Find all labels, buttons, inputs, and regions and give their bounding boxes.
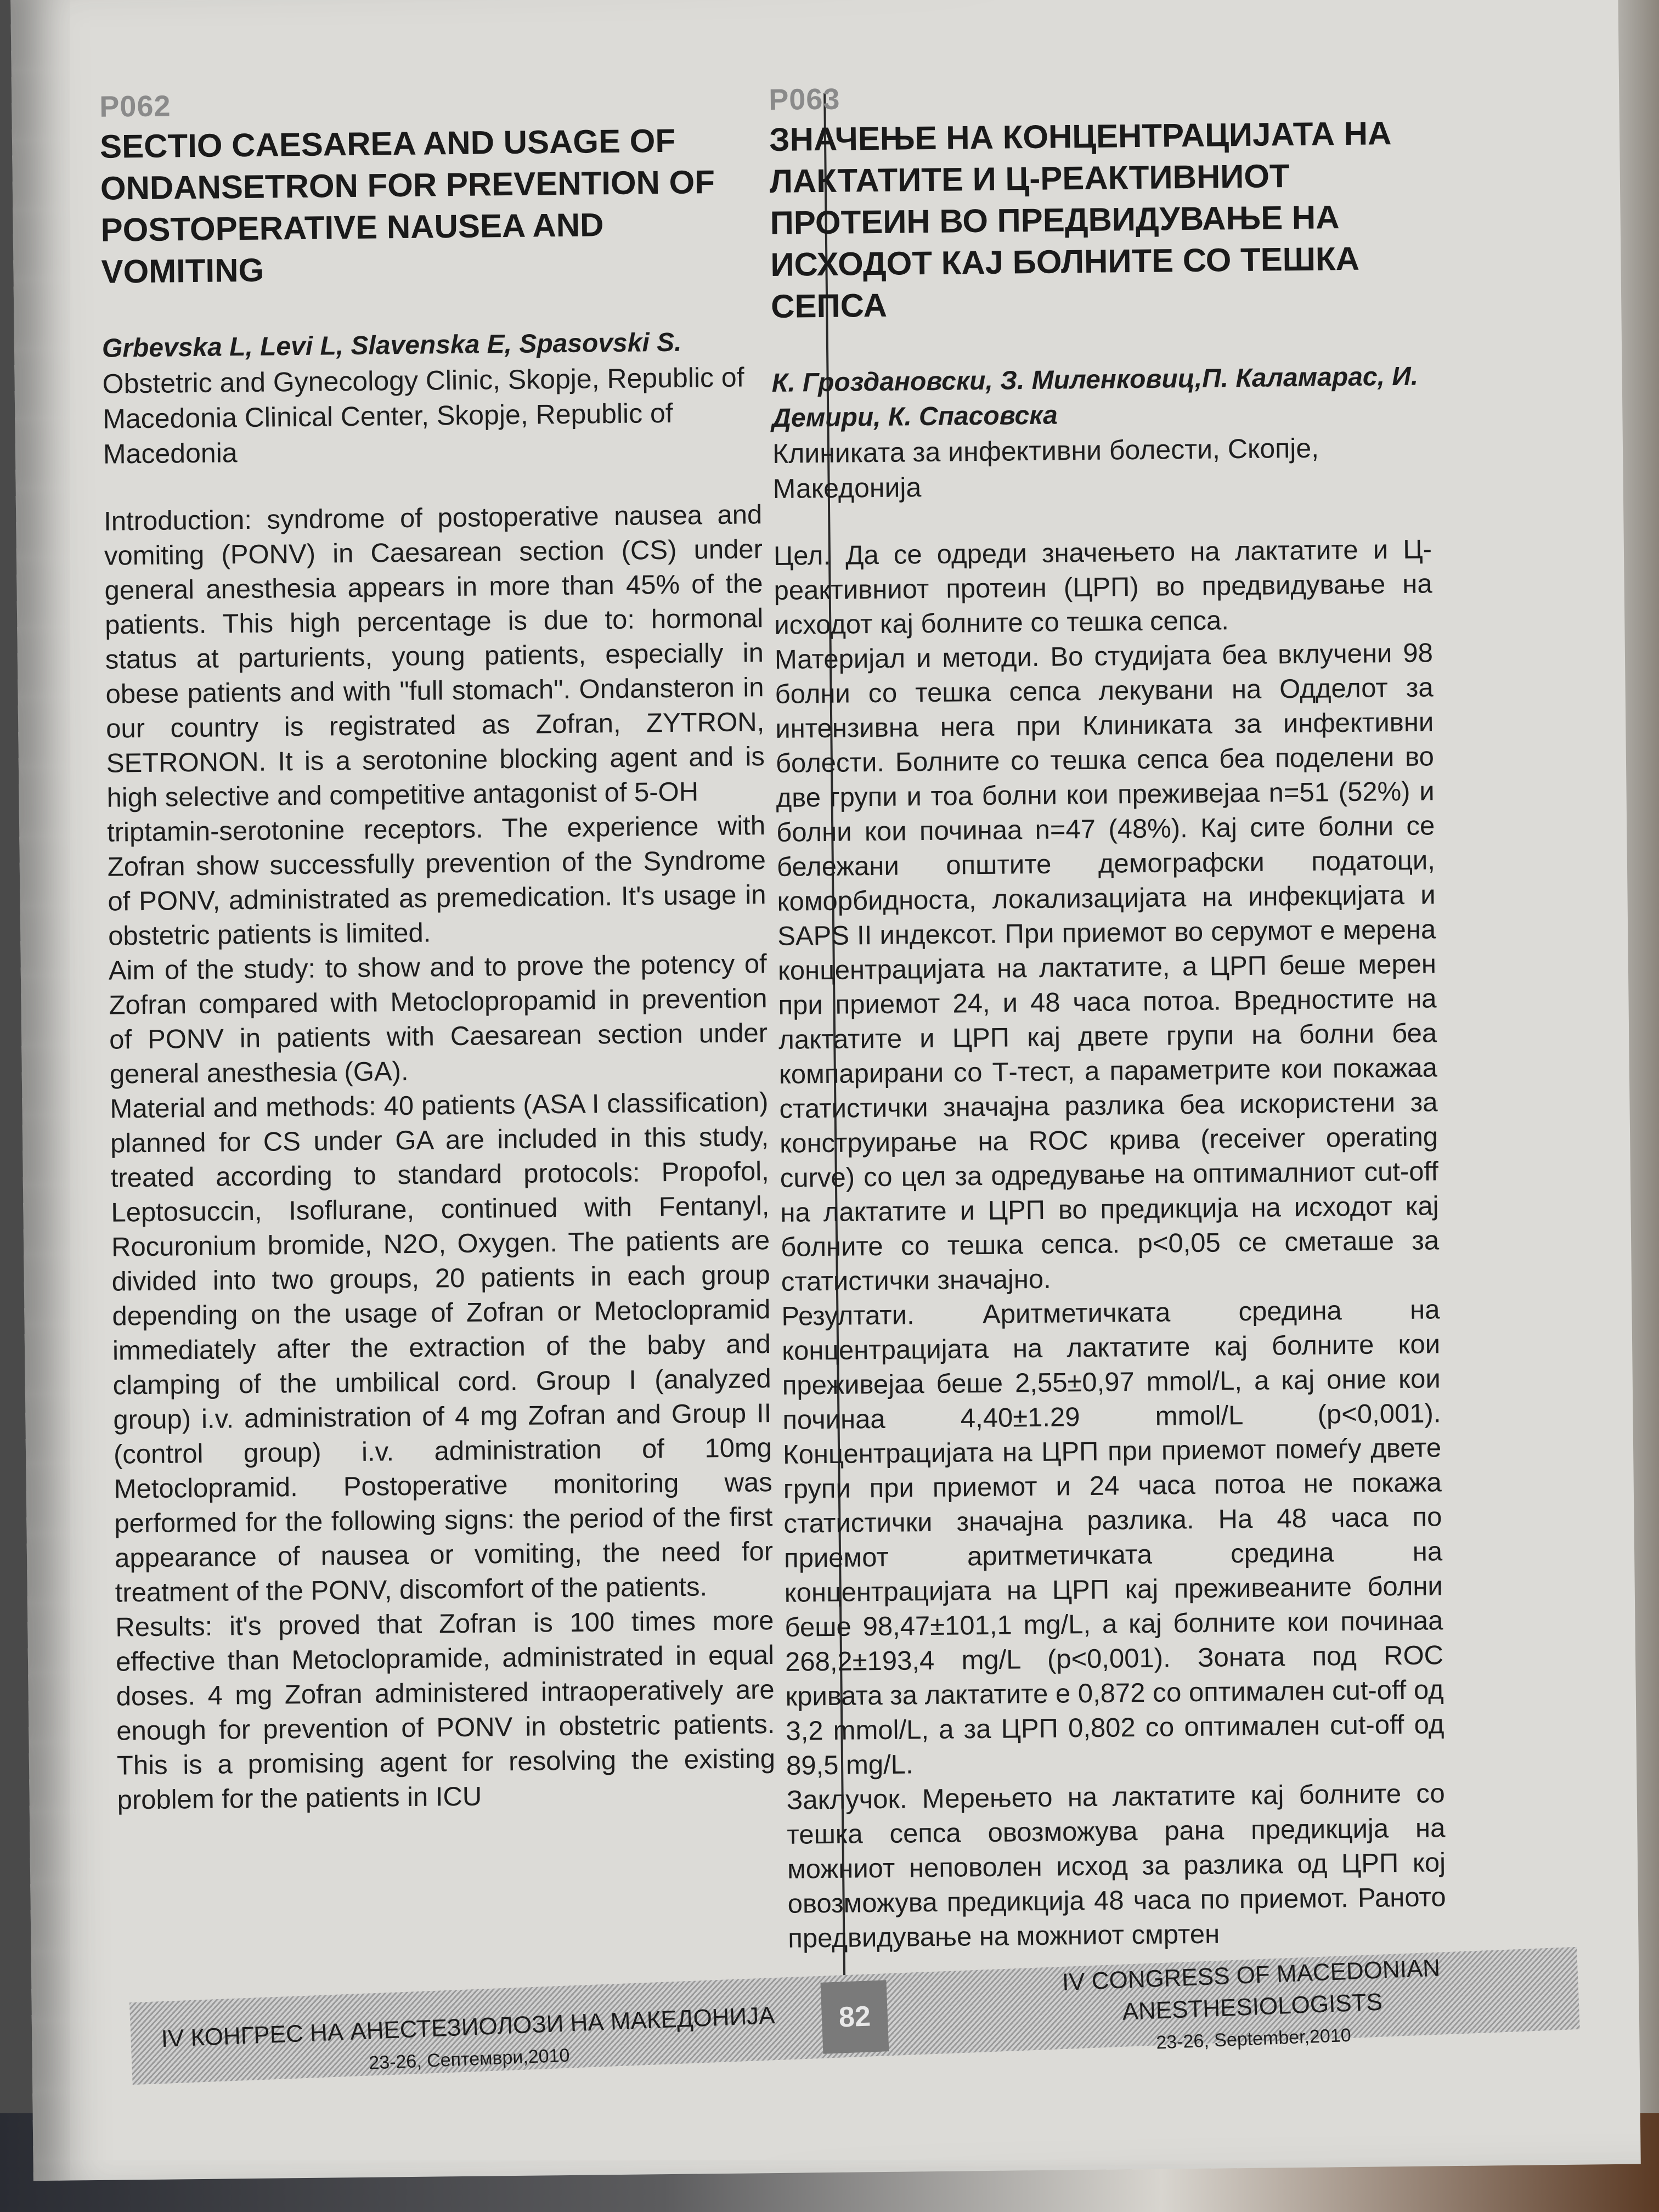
abstract-title: ЗНАЧЕЊЕ НА КОНЦЕНТРАЦИЈАТА НА ЛАКТАТИТЕ И Ц-РЕАКТИВНИОТ ПРОТЕИН ВО ПРЕДВИДУВАЊЕ НА ИСХОДОТ КАЈ БОЛНИТЕ СО ТЕШКА СЕПСА (769, 115, 1392, 325)
abstract-p063 (769, 76, 1447, 1956)
paragraph-results: Резултати. Аритметичката средина на концентрацијата на лактатите кај болните кои преживејаа беше 2,55±0,97 mmol/L, а кај оние кои починаа 4,40±1.29 mmol/L (p<0,001). Концентрацијата на ЦРП при приемот помеѓу двете групи при приемот и 24 часа потоа не покажа статистички значајна разлика. На 48 часа по приемот аритметичката средина на концентрацијата на ЦРП кај преживеаните болни беше 98,47±101,1 mg/L, а кај болните кои починаа 268,2±193,4 mg/L (p<0,001). Зоната под ROC кривата за лактатите е 0,872 со оптимален cut-off од 3,2 mmol/L, а за ЦРП 0,802 со оптимален cut-off од 89,5 mg/L. (781, 1295, 1444, 1781)
footer-congress-title-mk: IV КОНГРЕС НА АНЕСТЕЗИОЛОЗИ НА МАКЕДОНИЈА (160, 2002, 776, 2053)
paragraph-methods: Материјал и методи. Во студијата беа вклучени 98 болни со тешка сепса лекувани на Одделот за интензивна нега при Клиниката за инфективни болести. Болните со тешка сепса беа поделени во две групи и тоа болни кои преживејаа n=51 (52%) и болни кои починаа n=47 (48%). Кај сите болни се бележани општите демографски податоци, коморбидноста, локализацијата на инфекцијата и SAPS II индексот. При приемот во серумот е мерена концентрацијата на лактатите, а ЦРП беше мерен при приемот 24, и 48 часа потоа. Вредностите на лактатите и ЦРП кај двете групи на болни беа компарирани со Т-тест, а параметрите кои покажаа статистички значајна разлика беа искористени за конструирање на ROC крива (receiver operating curve) со цел за одредување на оптималниот cut-off на лактатите и ЦРП во предикција на исходот кај болните со тешка сепса. p<0,05 се сметаше за статистички значајно. (774, 638, 1440, 1297)
paragraph-methods: Material and methods: 40 patients (ASA I classification) planned for CS under GA are included in this study, treated according to standard protocols: Propofol, Leptosuccin, Isoflurane, continued with Fentanyl, Rocuronium bromide, N2O, Oxygen. The patients are divided into two groups, 20 patients in each group depending on the usage of Zofran or Metoclopramid immediately after the extraction of the baby and clamping of the umbilical cord. Group I (analyzed group) i.v. administration of 4 mg Zofran and Group II (control group) i.v. administration of 10mg Metoclopramid. Postoperative monitoring was performed for the following signs: the period of the first appearance of nausea or vomiting, the need for treatment of the PONV, discomfort of the patients. (110, 1087, 774, 1608)
abstract-authors: К. Гроздановски, З. Миленковиц,П. Каламарас, И. Демири, К. Спасовска (771, 362, 1419, 433)
footer-macedonian (152, 2000, 785, 2087)
footer-congress-title-en: IV CONGRESS OF MACEDONIAN ANESTHESIOLOGISTS (1062, 1954, 1441, 2025)
abstract-p062 (99, 83, 776, 1818)
footer-date-en: 23-26, September,2010 (1155, 2024, 1352, 2053)
footer-english (935, 1948, 1570, 2067)
document-page (10, 0, 1641, 2181)
paragraph-aim: Aim of the study: to show and to prove the potency of Zofran compared with Metoclopropamid in prevention of PONV in patients with Caesarean section under general anesthesia (GA). (108, 949, 768, 1090)
abstract-body (104, 498, 776, 1818)
abstract-authors: Grbevska L, Levi L, Slavenska E, Spasovski S. (101, 328, 682, 363)
page-footer (129, 1947, 1580, 2085)
abstract-title: SECTIO CAESAREA AND USAGE OF ONDANSETRON FOR PREVENTION OF POSTOPERATIVE NAUSEA AND VOMITING (99, 122, 715, 290)
footer-date-mk: 23-26, Септември,2010 (368, 2045, 571, 2074)
paragraph-results: Results: it's proved that Zofran is 100 times more effective than Metoclopramide, administrated in equal doses. 4 mg Zofran administered intraoperatively are enough for prevention of PONV in obstetric patients. This is a promising agent for resolving the existing problem for the patients in ICU (115, 1606, 776, 1815)
paragraph-introduction: Introduction: syndrome of postoperative nausea and vomiting (PONV) in Caesarean section (CS) under general anesthesia appears in more than 45% of the patients. This high percentage is due to: hormonal status at parturients, young patients, especially in obese patients and with "full stomach". Ondansteron in our country is registrated as Zofran, ZYTRON, SETRONON. It is a serotonine blocking agent and is high selective and competitive antagonist of 5-OH (103, 500, 765, 813)
abstract-affiliation: Клиниката за инфективни болести, Скопје, Македонија (772, 432, 1319, 504)
abstract-affiliation: Obstetric and Gynecology Clinic, Skopje, Republic of Macedonia Clinical Center, Skopje, Republic of Macedonia (102, 362, 744, 470)
abstract-body (774, 532, 1447, 1956)
paragraph-conclusion: Заклучок. Мерењето на лактатите кај болните со тешка сепса овозможува рана предикција на можниот неповолен исход за разлика од ЦРП кој овозможува предикција 48 часа по приемот. Раното предвидување на можниот смртен (786, 1779, 1446, 1954)
paragraph-aim: Цел. Да се одреди значењето на лактатите и Ц-реактивниот протеин (ЦРП) во предвидување на исходот кај болните со тешка сепса. (773, 534, 1432, 640)
abstract-code: P062 (99, 89, 171, 123)
page-number: 82 (820, 1980, 889, 2054)
abstract-code: P063 (768, 82, 840, 116)
paragraph-introduction-cont: triptamin-serotonine receptors. The experience with Zofran show successfully prevention of the Syndrome of PONV, administrated as premedication. It's usage in obstetric patients is limited. (106, 811, 766, 951)
